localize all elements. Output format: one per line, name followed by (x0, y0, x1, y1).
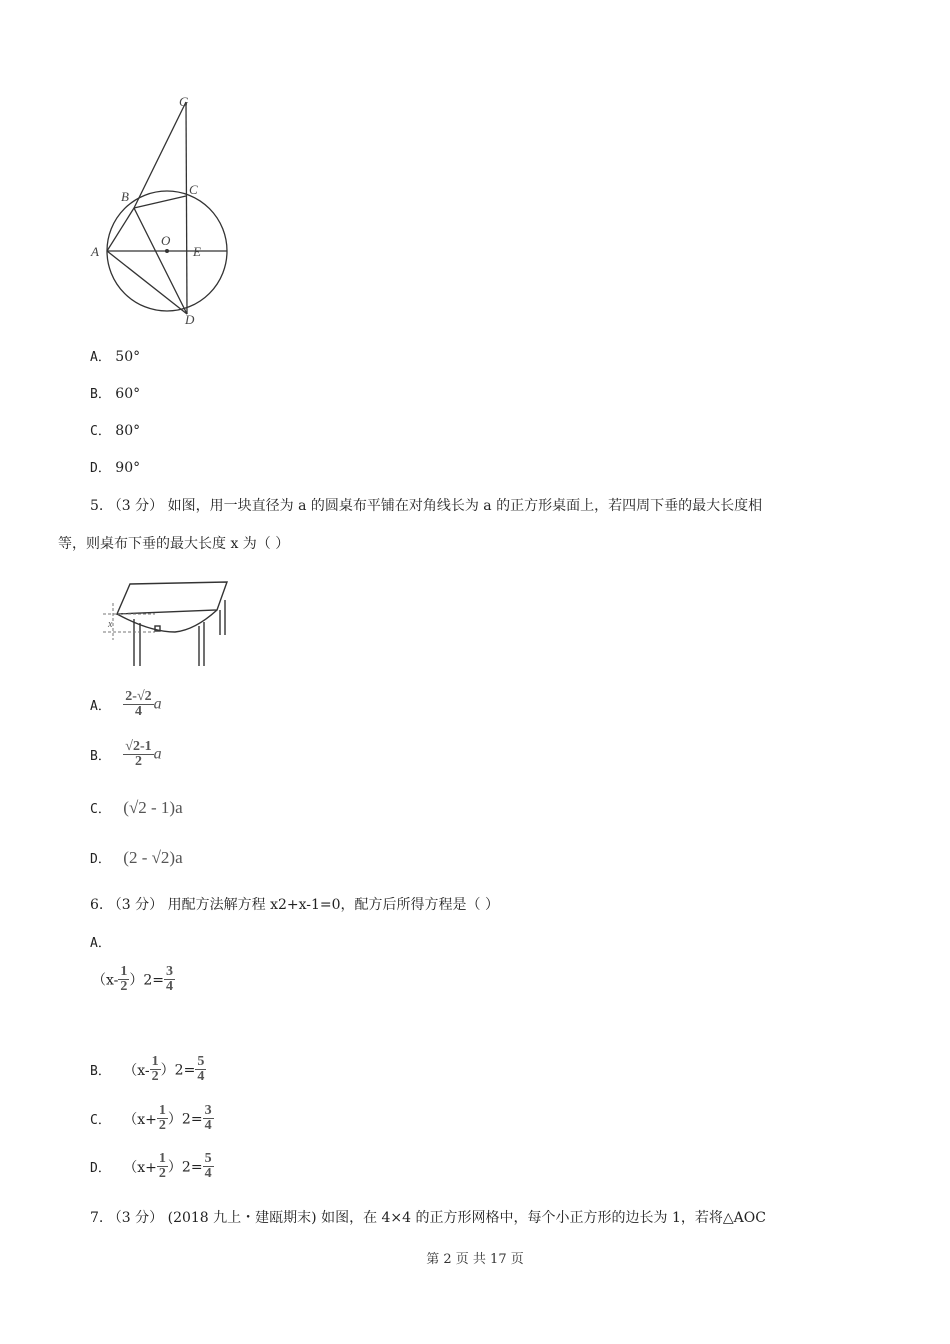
label-g: G (179, 94, 189, 109)
label-b: B (121, 189, 129, 204)
circle-geometry-figure (85, 88, 245, 333)
q4-option-c: C． 80° (90, 423, 141, 439)
q6-option-c: C． （x+ $\frac{1}{2}$ ）2= $\frac{3}{4}$ (90, 1103, 212, 1133)
q4-option-d: D． 90° (90, 460, 141, 476)
q6-stem: 6. （3 分） 用配方法解方程 x2+x-1=0，配方后所得方程是（ ） (90, 897, 499, 913)
q6-option-a: （x- $\frac{1}{2}$ ）2= $\frac{3}{4}$ (92, 964, 174, 994)
label-o: O (161, 233, 171, 248)
q6-option-b: B． （x- $\frac{1}{2}$ ）2= $\frac{5}{4}$ (90, 1054, 205, 1084)
q5-option-d: D． (2 - √2)a (90, 848, 183, 867)
table-x-label: x (108, 619, 113, 630)
q7-stem: 7. （3 分） (2018 九上・建瓯期末) 如图，在 4×4 的正方形网格中，每个小正方形的边长为 1，若将△AOC (90, 1210, 766, 1226)
label-c: C (189, 182, 198, 197)
q4-option-b: B． 60° (90, 386, 141, 402)
q5-stem-line2: 等，则桌布下垂的最大长度 x 为（ ） (58, 536, 290, 552)
q6-option-a-label: A． (90, 936, 111, 951)
q5-option-a: A． $\frac{2-√2}{4}$ a (90, 689, 162, 719)
q5-option-b: B． $\frac{√2-1}{2}$ a (90, 739, 162, 769)
q5-option-c: C． (√2 - 1)a (90, 798, 183, 817)
label-e: E (193, 244, 201, 259)
q6-option-d: D． （x+ $\frac{1}{2}$ ）2= $\frac{5}{4}$ (90, 1151, 212, 1181)
q4-option-a: A． 50° (90, 349, 141, 365)
table-cloth-figure (95, 570, 235, 675)
page-footer: 第 2 页 共 17 页 (426, 1252, 524, 1267)
label-a: A (91, 244, 99, 259)
label-d: D (185, 312, 195, 327)
q5-stem-line1: 5. （3 分） 如图，用一块直径为 a 的圆桌布平铺在对角线长为 a 的正方形桌面上，若四周下垂的最大长度相 (90, 498, 763, 514)
